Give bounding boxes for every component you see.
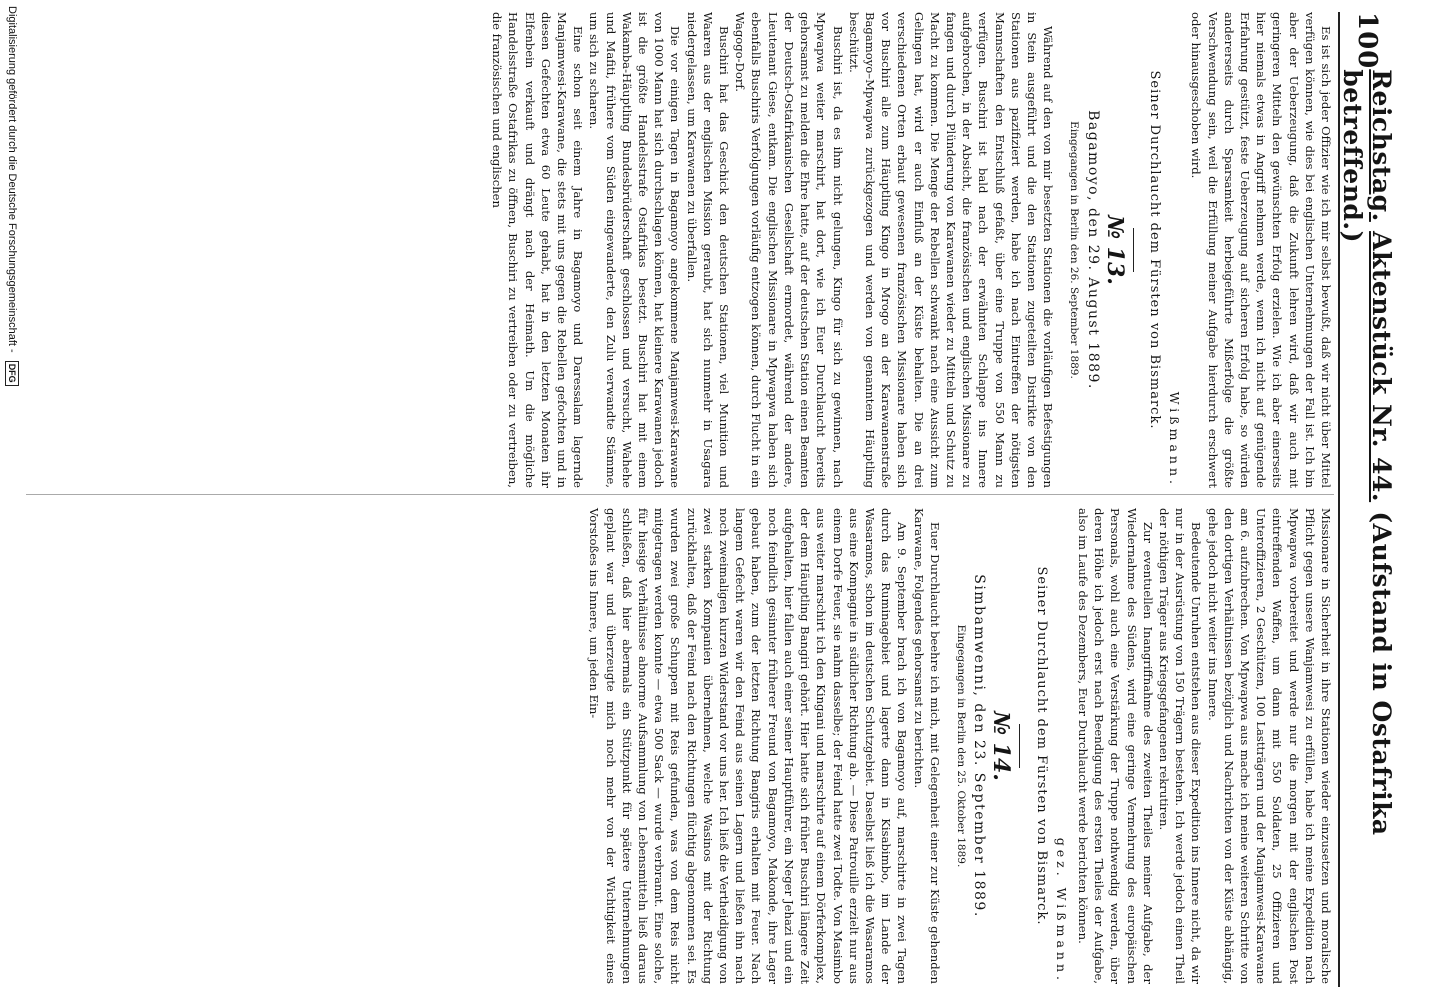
right-paragraph-5: Am 9. September brach ich von Bagamoyo auf, marschirte in zwei Tagen durch das Ruminagebiet und lagerte dann in Kisabimbo, im Lande der Wasaramos, schon im deutschen Schutzgebiet. Daselbst ließ ich die Wasaramos aus eine Kompagnie in südlicher Richtung ab. — Diese Patrouille erzielt nur aus einem Dorfe Feuer, sie nahm dasselbe; der Feind hatte zwei Todte. Von Masimbo aus weiter marschirt ich den Kingani und marschirte auf einem Dörferkomplex, der dem Häuptling Bangiri gehört. Hier hatte sich früher Buschiri längere Zeit aufgehalten, hier fallen auch einer seiner Hauptführer, ein Neger Jehazi und ein noch feindlich gesinnter früherer Freund von Bagamoyo, Makonde, ihre Lager gebaut haben, zum der letzten Richtung Bangiris erhalten mit Feuer. Nach langem Gefecht waren wir den Feind aus seinen Lagern und ließen ihn nach noch zweimaligen kurzen Widerstand vor uns her. Ich ließ die Vertheidigung von zwei starken Kompanien übernehmen, welche Wasinos mit der Richtung zurückhalten, daß der Feind nach den Richtungen flüchtig abgenommen sei. Es wurden zwei große Schuppen mit Reis gefunden, was von dem Reis nicht mitgetragen werden konnte — etwa 500 Sack — wurde verbrannt. Eine solche, für hiesige Verhältnisse abnorme Aufsammlung von Lebensmitteln ließ daraus schließen, daß hier abermals ein Stützpunkt für spätere Unternehmungen geplant war und überzeugte mich noch mehr von der Wichtigkeit eines Vorstoßes ins Innere, um jeden Ein-: [587, 508, 910, 984]
section-rule-1: [1133, 228, 1134, 272]
left-column: [489, 12, 1334, 488]
left-paragraph-6: Eine schon seit einem Jahre in Bagamoyo und Daressalam lagernde Manjamwesi-Karawane, die stets mit uns gegen die Rebellen gefochten und in diesen Gefechten etwa 60 Leute gehabt, hat in den letzten Monaten ihr Elfenbein verkauft und drängt nach der Heimath. Um die mögliche Handelsstraße Ostafrikas zu öffnen, Buschiri zu vertreiben oder zu vertreiben, die französischen und englischen: [490, 12, 586, 488]
signature-wissmann-1: Wißmann.: [1167, 391, 1183, 488]
left-paragraph-2: Während auf den von mir besetzten Stationen die vorläufigen Befestigungen in Stein ausgeführt und die den Stationen zugeteilten Distrikte von den Stationen aus pazifiziert werden, habe ich nach Eintreffen der nötigsten Mannschaften den Entschluß gefaßt, über eine Truppe von 550 Mann zu verfügen. Buschiri ist bald nach der erwähnten Schlappe ins Innere aufgebrochen, in der Absicht, die französischen und englischen Missionare zu fangen und durch Plünderung von Karawanen wieder zu Mitteln und Schutz zu Macht zu kommen. Die Menge der Rebellen schwankt nach eine Aussicht zum Gelingen hat, wird er auch Einfluß an der Küste behalten. Die an drei verschiedenen Orten erbaut gewesenen französischen Missionare haben sich vor Buschiri alle zum Häuptling Kingo in Mrogo an der Karawanenstraße Bagamoyo–Mpwapwa zurückgezogen und werden von genanntem Häuptling beschützt.: [846, 12, 1056, 488]
received-note-13: Eingegangen in Berlin den 26. September 1889.: [1068, 121, 1081, 379]
header-rule: [1338, 12, 1340, 987]
received-note-14: Eingegangen in Berlin den 25. Oktober 1889.: [954, 624, 967, 868]
right-paragraph-4: Euer Durchlaucht beehre ich mich, mit Gelegenheit einer zur Küste gehenden Karawane, Folgendes gehorsamst zu berichten.: [911, 508, 942, 984]
signature-wissmann-2: gez. Wißmann.: [1053, 837, 1069, 984]
salutation-2: Seiner Durchlaucht dem Fürsten von Bismarck.: [1033, 566, 1049, 926]
document-number-13: № 13.: [1101, 215, 1128, 285]
page-title: [1338, 69, 1396, 987]
page-header: [1338, 12, 1396, 987]
place-date-13: Bagamoyo, den 29. August 1889.: [1084, 110, 1101, 390]
column-divider: [26, 494, 1334, 495]
section-rule-2: [1019, 724, 1020, 768]
right-paragraph-3: Zur eventuellen Inangriffnahme des zweiten Theiles meiner Aufgabe, der Wiedernahme des Südens, wird eine geringe Vermehrung des europäischen Personals, wohl auch eine Verstärkung der Truppe nothwendig werden, über deren Höhe ich jedoch erst nach Beendigung des ersten Theiles der Aufgabe, also im Laufe des Dezembers, Euer Durchlaucht werde berichten können.: [1075, 508, 1155, 984]
dfg-logo: DFG: [5, 361, 19, 386]
left-paragraph-1: Es ist sich jeder Offizier wie ich mir selbst bewußt, daß wir nicht über Mittel verfügen können, wie dies bei englischen Unternehmungen der Fall ist. Ich bin aber der Ueberzeugung, daß die Zukunft lehren wird, daß wir auch mit geringeren Mitteln den gewünschten Erfolg erzielen. Wie ich aber einerseits hier niemals etwas in Angriff nehmen werde, wenn ich nicht auf genügende Erfahrung gestützt, feste Ueberzeugung auf sicheren Erfolg habe, so würden andererseits durch Sparsamkeit herbeigeführte Mißerfolge die größte Verschwendung sein, weil die Erfüllung meiner Aufgabe hierdurch erschwert oder hinausgeschoben wird.: [1189, 12, 1333, 488]
right-paragraph-1: Missionare in Sicherheit in ihre Stationen wieder einzusetzen und moralische Pflicht gegen unsere Wanjamwesi zu erfüllen, habe ich meine Expedition nach Mpwapwa vorbereitet und werde nur die morgen mit der englischen Post eintreffenden Waffen, um dann mit 550 Soldaten, 25 Offizieren und Unteroffizieren, 2 Geschützen, 100 Lastträgern und der Manjamwesi-Karawane am 6. aufzubrechen. Von Mpwapwa aus mache ich meine weiteren Schritte von den dortigen Verhältnissen bezüglich und Nachrichten von der Küste abhängig, gehe jedoch nicht weiter ins Innere.: [1205, 508, 1333, 984]
right-column: [586, 508, 1334, 984]
page-number: 100: [1352, 12, 1382, 70]
left-paragraph-3: Buschiri ist, da es ihm nicht gelungen, Kingo für sich zu gewinnen, nach Mpwapwa weiter marschirt, hat dort, wie ich Euer Durchlaucht bereits gehorsamst zu melden die Ehre hatte, auf der deutschen Station einen Beamten der Deutsch-Ostafrikanischen Gesellschaft ermordet, während der andere, Lieutenant Giese, entkam. Die englischen Missionare in Mpwapwa haben sich ebenfalls Buschiris Verfolgungen vorläufig entzogen können, durch Flucht in ein Wagogo-Dorf.: [733, 12, 845, 488]
title-reichstag: Reichstag.: [1367, 69, 1396, 222]
place-date-14: Simbamwenni, den 23. September 1889.: [971, 574, 988, 918]
funding-note: Digitalisierung gefördert durch die Deutsche Forschungsgemeinschaft -: [6, 6, 18, 353]
left-paragraph-5: Die vor einigen Tagen in Bagamoyo angekommene Manjamwesi-Karawane von 1000 Mann hat sich durchschlagen können, hat kleinere Karawanen jedoch ist die größte Handelsstrafe Ostafrikas besetzt. Buschiri hat mit einem Wakamba-Häuptling Bundesbrüderschaft geschlossen und versucht, Wahehe und Mafiti, frühere vom Süden eingewanderte, den Zulu verwandte Stämme, um sich zu scharen.: [587, 12, 683, 488]
left-paragraph-4: Buschiri hat das Geschick den deutschen Stationen, viel Munition und Waaren aus der englischen Mission geraubt, hat sich nunmehr in Usagara niedergelassen, um Karawanen zu überfallen.: [684, 12, 732, 488]
document-number-14: № 14.: [988, 711, 1015, 781]
title-subject: (Aufstand in Ostafrika betreffend.): [1338, 69, 1396, 836]
salutation-1: Seiner Durchlaucht dem Fürsten von Bismarck.: [1146, 70, 1162, 430]
right-paragraph-2: Bedeutende Unruhen entstehen aus dieser Expedition ins Innere nicht, da wir nur in der Ausrüstung von 150 Trägern bestehen. Ich werde jedoch einen Theil der nöthigen Träger aus Kriegsgefangenen rekrutiren.: [1156, 508, 1204, 984]
title-aktenstueck: Aktenstück Nr. 44.: [1367, 231, 1396, 503]
digitization-footer: [2, 0, 22, 1000]
